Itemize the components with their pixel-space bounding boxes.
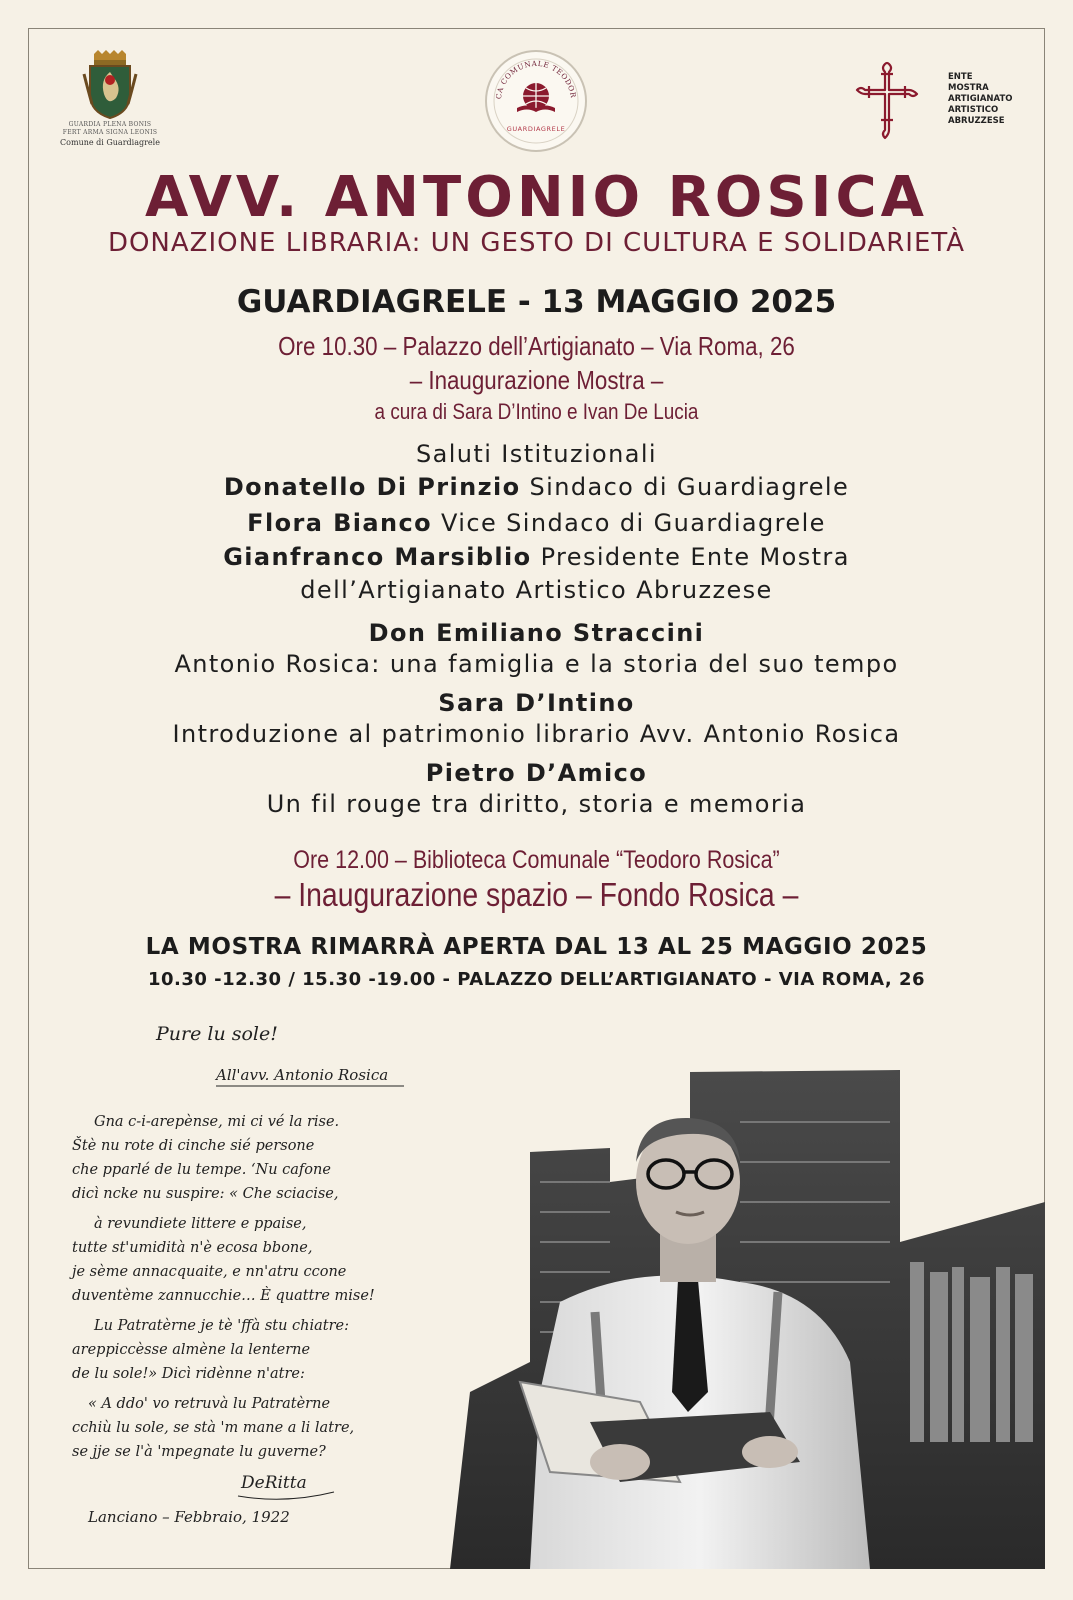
- speaker-name: [0, 759, 1073, 787]
- poem-line: tutte st'umidità n'è ecosa bbone,: [72, 1240, 313, 1256]
- portrait-photo: [440, 1062, 1045, 1569]
- ente-line: ABRUZZESE: [948, 116, 1005, 126]
- poem-title: Pure lu sole!: [156, 1023, 278, 1045]
- ente-mostra-text: [948, 72, 1012, 127]
- ente-line: MOSTRA: [948, 83, 989, 93]
- greeting-role: Sindaco di Guardiagrele: [520, 473, 850, 501]
- subtitle: DONAZIONE LIBRARIA: UN GESTO DI CULTURA E SOLIDARIETÀ: [107, 228, 966, 258]
- event1-curators: a cura di Sara D’Intino e Ivan De Lucia: [374, 399, 699, 424]
- speaker-name-text: Pietro D’Amico: [425, 759, 648, 787]
- greeting-line: [0, 473, 1073, 501]
- speaker-topic: Introduzione al patrimonio librario Avv. Antonio Rosica: [172, 720, 901, 748]
- poem-line: à revundiete littere e ppaise,: [94, 1216, 307, 1232]
- ente-line: ARTIGIANATO: [948, 94, 1013, 104]
- ente-mostra-logo: [873, 62, 1023, 152]
- event1-time-place: Ore 10.30 – Palazzo dell’Artigianato – Via Roma, 26: [278, 331, 795, 361]
- greeting-name: Flora Bianco: [247, 509, 432, 537]
- speaker-name-text: Sara D’Intino: [438, 689, 635, 717]
- greeting-name: Gianfranco Marsiblio: [223, 543, 532, 571]
- greeting-name: Donatello Di Prinzio: [223, 473, 521, 501]
- poem-signature: DeRitta: [241, 1473, 307, 1493]
- poem-line: Lu Patratèrne je tè 'ffà stu chiatre:: [94, 1318, 349, 1334]
- greetings-heading: Saluti Istituzionali: [415, 440, 657, 468]
- greeting-role-continuation: dell’Artigianato Artistico Abruzzese: [300, 576, 773, 604]
- cross-ornament-icon: [855, 60, 921, 142]
- poem-line: duventème zannucchie… È quattre mise!: [72, 1288, 375, 1304]
- poem-line: Štè nu rote di cinche sié persone: [72, 1138, 315, 1154]
- dateline: GUARDIAGRELE - 13 MAGGIO 2025: [236, 284, 837, 320]
- greeting-role: Presidente Ente Mostra: [531, 543, 850, 571]
- greeting-line: [0, 509, 1073, 537]
- speaker-topic: Antonio Rosica: una famiglia e la storia del suo tempo: [174, 650, 899, 678]
- ente-line: ARTISTICO: [948, 105, 999, 115]
- main-title: AVV. ANTONIO ROSICA: [145, 165, 928, 230]
- comune-motto-2: FERT ARMA SIGNA LEONIS: [62, 129, 158, 136]
- event2-title: – Inaugurazione spazio – Fondo Rosica –: [274, 876, 799, 913]
- speaker-topic: Un fil rouge tra diritto, storia e memoria: [266, 790, 807, 818]
- comune-logo: [60, 50, 160, 147]
- poem-dedication: All'avv. Antonio Rosica: [216, 1066, 389, 1084]
- handwritten-poem: [66, 1018, 426, 1538]
- coat-of-arms-icon: [82, 50, 138, 120]
- event1-title: – Inaugurazione Mostra –: [409, 365, 664, 395]
- event2-time-place: Ore 12.00 – Biblioteca Comunale “Teodoro Rosica”: [293, 846, 780, 874]
- poem-line: dicì ncke nu suspire: « Che sciacise,: [72, 1186, 339, 1202]
- poem-line: Gna c-i-arepènse, mi ci vé la rise.: [94, 1114, 340, 1130]
- speaker-name-text: Don Emiliano Straccini: [368, 619, 705, 647]
- poem-place-date: Lanciano – Febbraio, 1922: [88, 1508, 290, 1526]
- biblioteca-ring-text: CA COMUNALE TEODOR: [493, 58, 578, 100]
- poem-line: « A ddo' vo retruvà lu Patratèrne: [88, 1396, 331, 1412]
- poem-line: che pparlé de lu tempe. ‘Nu cafone: [72, 1162, 331, 1178]
- biblioteca-logo: [483, 48, 589, 154]
- ente-line: ENTE: [948, 72, 973, 82]
- greeting-line: [0, 543, 1073, 571]
- exhibition-dates: LA MOSTRA RIMARRÀ APERTA DAL 13 AL 25 MAGGIO 2025: [145, 934, 928, 960]
- biblioteca-bottom-text: GUARDIAGRELE: [506, 125, 566, 133]
- speaker-name: [0, 689, 1073, 717]
- greeting-role: Vice Sindaco di Guardiagrele: [431, 509, 826, 537]
- poem-line: areppiccèsse almène la lenterne: [72, 1342, 311, 1358]
- exhibition-hours: 10.30 -12.30 / 15.30 -19.00 - PALAZZO DELL’ARTIGIANATO - VIA ROMA, 26: [147, 969, 926, 990]
- speaker-name: [0, 619, 1073, 647]
- poem-line: se jje se l'à 'mpegnate lu guverne?: [72, 1444, 326, 1460]
- poem-line: je sème annacquaite, e nn'atru ccone: [72, 1264, 347, 1280]
- comune-motto-1: GUARDIA PLENA BONIS: [68, 121, 152, 128]
- comune-caption: Comune di Guardiagrele: [60, 138, 160, 147]
- poem-line: de lu sole!» Dicì ridènne n'atre:: [72, 1366, 305, 1382]
- poem-line: cchiù lu sole, se stà 'm mane a li latre,: [72, 1420, 355, 1436]
